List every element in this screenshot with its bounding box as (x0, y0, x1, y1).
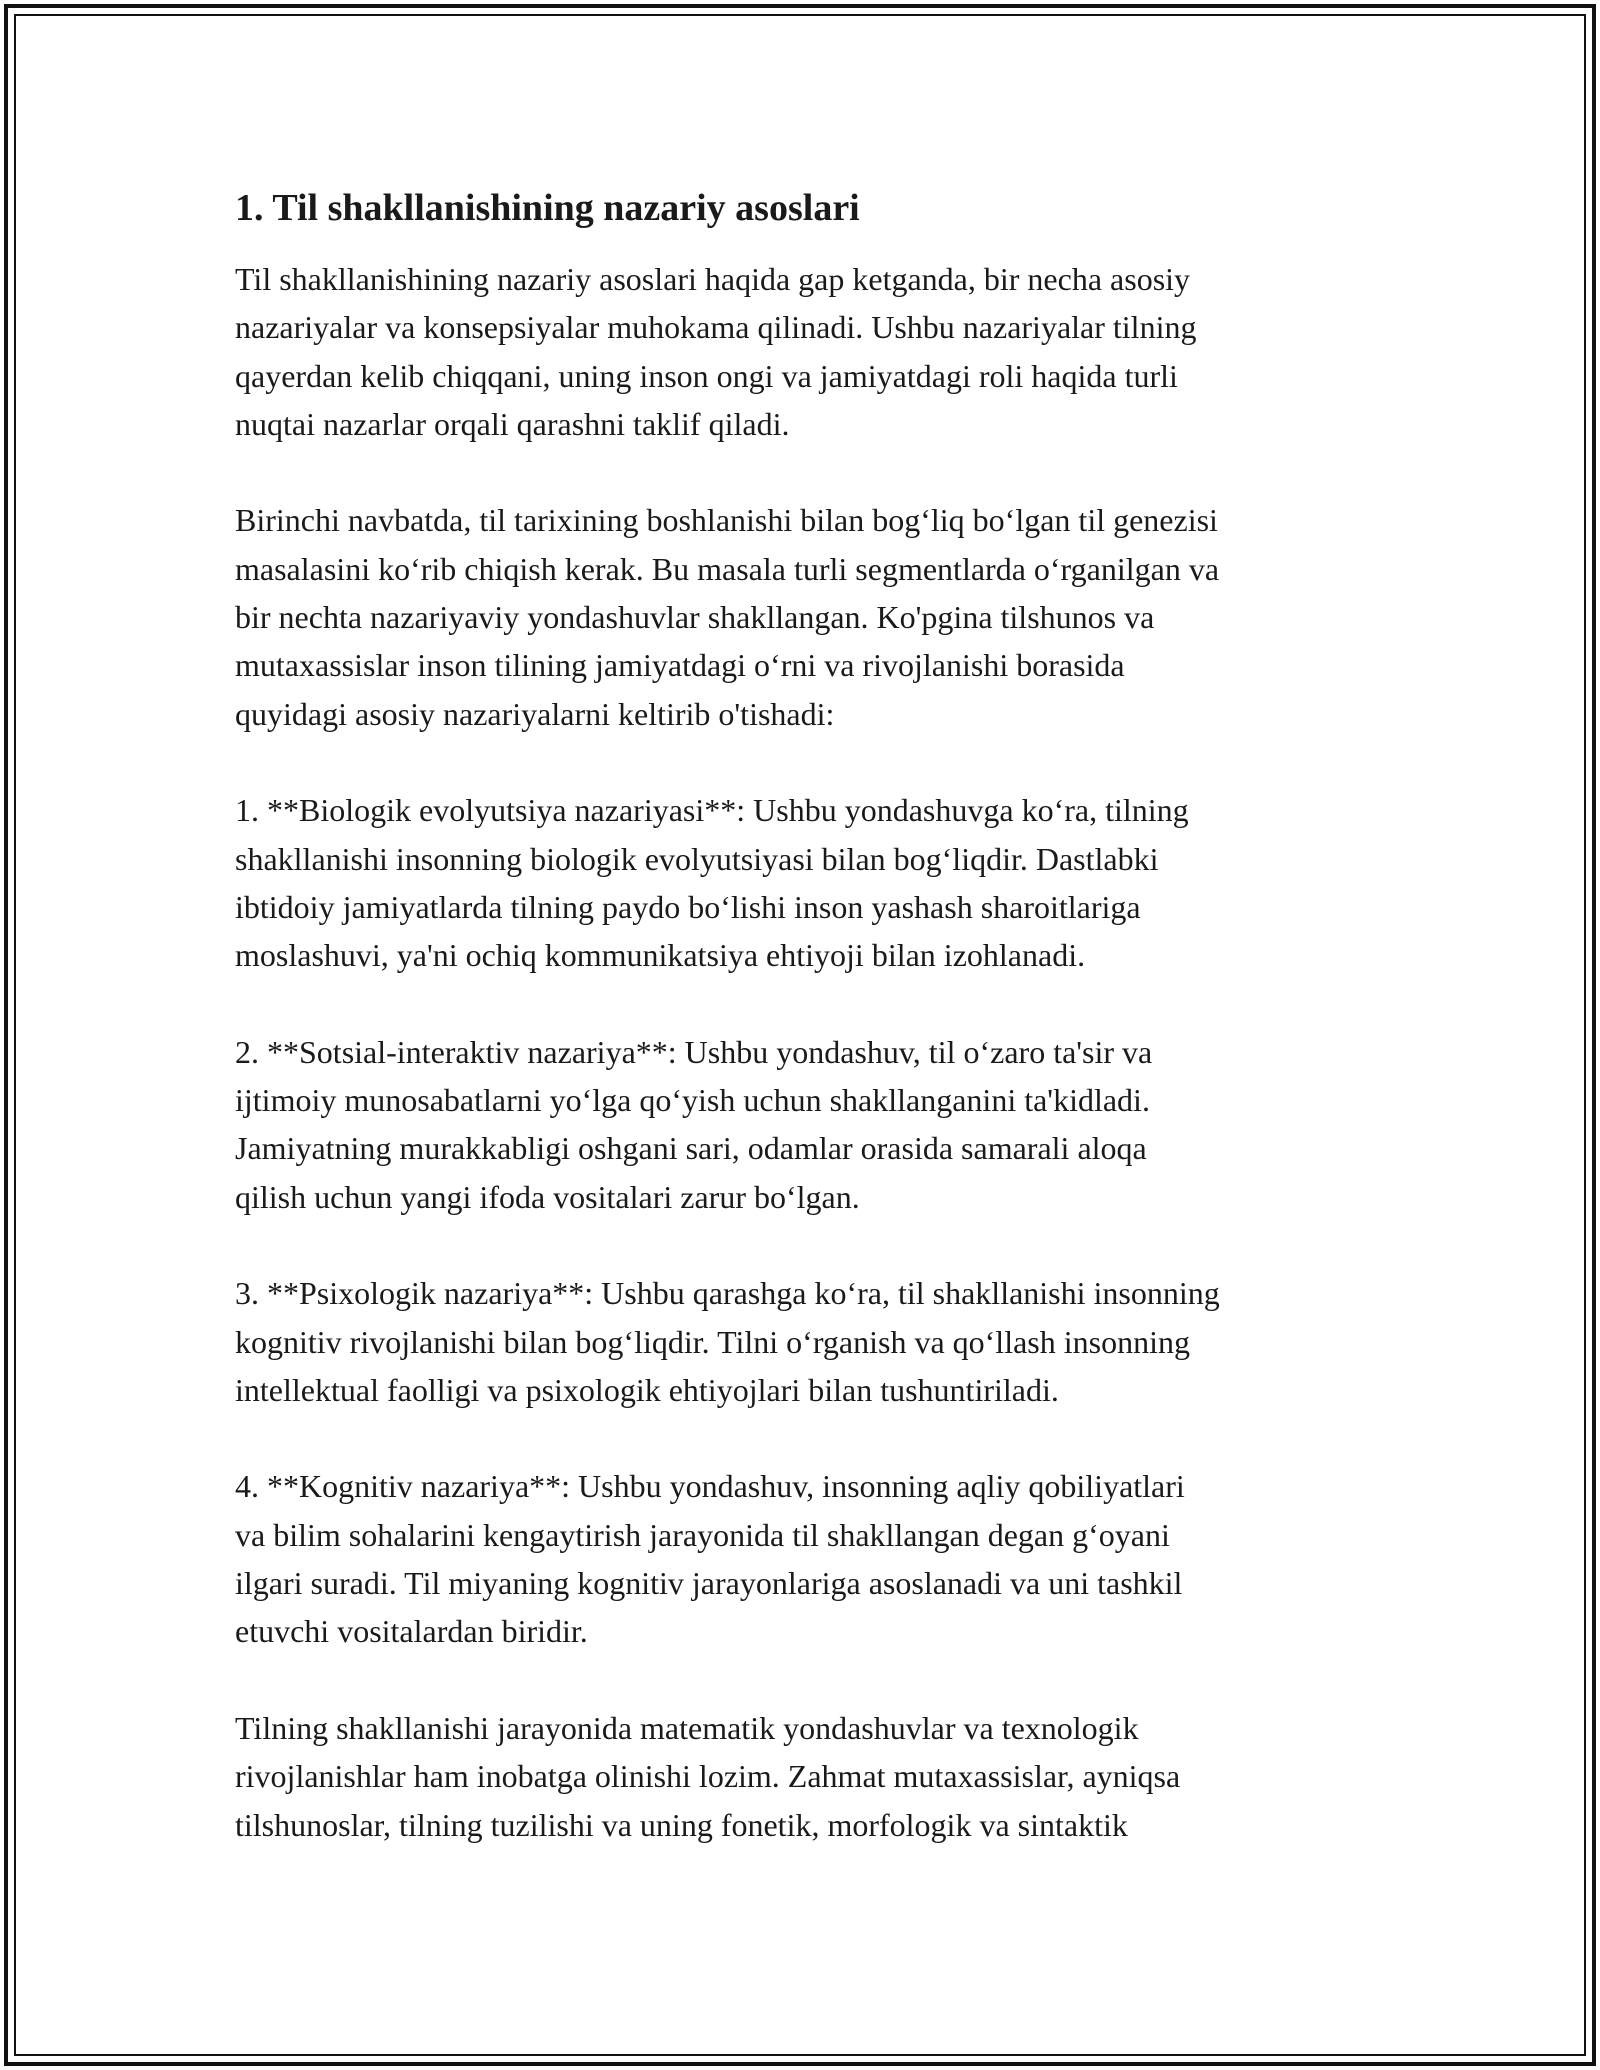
list-item-biological-theory: 1. **Biologik evolyutsiya nazariyasi**: Ushbu yondashuvga ko‘ra, tilning shakllanishi insonning biologik evolyutsiyasi bilan bog‘liqdir. Dastlabki ibtidoiy jamiyatlarda tilning paydo bo‘lishi inson yashash sharoitlariga moslashuvi, ya'ni ochiq kommunikatsiya ehtiyoji bilan izohlanadi. (235, 792, 1189, 974)
section-heading: 1. Til shakllanishining nazariy asoslari (235, 187, 860, 229)
paragraph-conclusion: Tilning shakllanishi jarayonida matematik yondashuvlar va texnologik rivojlanishlar ham inobatga olinishi lozim. Zahmat mutaxassislar, ayniqsa tilshunoslar, tilning tuzilishi va uning fonetik, morfologik va sintaktik (235, 1709, 1181, 1843)
paragraph-intro: Til shakllanishining nazariy asoslari haqida gap ketganda, bir necha asosiy nazariyalar va konsepsiyalar muhokama qilinadi. Ushbu nazariyalar tilning qayerdan kelib chiqqani, uning inson ongi va jamiyatdagi roli haqida turli nuqtai nazarlar orqali qarashni taklif qiladi. (235, 261, 1197, 442)
list-item-psychological-theory: 3. **Psixologik nazariya**: Ushbu qarashga ko‘ra, til shakllanishi insonning kognitiv rivojlanishi bilan bog‘liqdir. Tilni o‘rganish va qo‘llash insonning intellektual faolligi va psixologik ehtiyojlari bilan tushuntiriladi. (235, 1275, 1220, 1408)
paragraph-genesis: Birinchi navbatda, til tarixining boshlanishi bilan bog‘liq bo‘lgan til genezisi masalasini ko‘rib chiqish kerak. Bu masala turli segmentlarda o‘rganilgan va bir nechta nazariyaviy yondashuvlar shakllangan. Ko'pgina tilshunos va mutaxassislar inson tilining jamiyatdagi o‘rni va rivojlanishi borasida quyidagi asosiy nazariyalarni keltirib o'tishadi: (235, 502, 1220, 732)
list-item-cognitive-theory: 4. **Kognitiv nazariya**: Ushbu yondashuv, insonning aqliy qobiliyatlari va bilim sohalarini kengaytirish jarayonida til shakllangan degan g‘oyani ilgari suradi. Til miyaning kognitiv jarayonlariga asoslanadi va uni tashkil etuvchi vositalardan biridir. (235, 1468, 1185, 1650)
list-item-social-interactive-theory: 2. **Sotsial-interaktiv nazariya**: Ushbu yondashuv, til o‘zaro ta'sir va ijtimoiy munosabatlarni yo‘lga qo‘yish uchun shakllanganini ta'kidladi. Jamiyatning murakkabligi oshgani sari, odamlar orasida samarali aloqa qilish uchun yangi ifoda vositalari zarur bo‘lgan. (235, 1033, 1153, 1215)
document-body (235, 185, 1375, 1897)
